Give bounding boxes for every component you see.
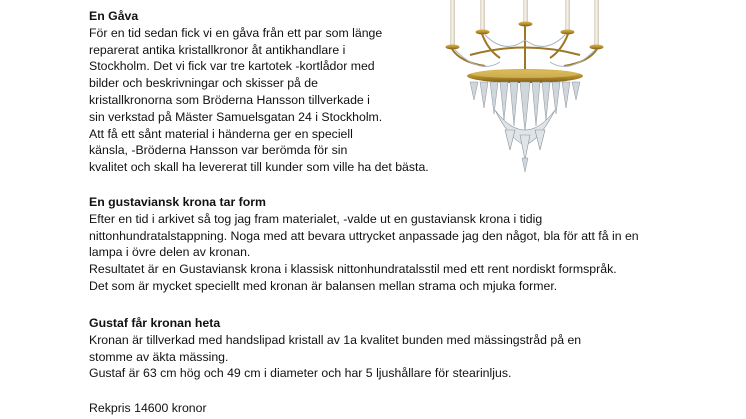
- paragraph-line: För en tid sedan fick vi en gåva från ett par som länge: [89, 25, 383, 40]
- paragraph-line: Gustaf är 63 cm hög och 49 cm i diameter och har 5 ljushållare för stearinljus.: [89, 366, 512, 381]
- paragraph-line: bilder och beskrivningar och skisser på de: [89, 76, 318, 91]
- paragraph-line: nittonhundratalstappning. Noga med att bevara uttrycket anpassade jag den något, bla för att få in en: [89, 228, 639, 243]
- paragraph-line: kristallkronorna som Bröderna Hansson tillverkade i: [89, 92, 370, 107]
- paragraph-line: Resultatet är en Gustaviansk krona i klassisk nittonhundratalsstil med ett rent nordiskt formspråk.: [89, 262, 617, 277]
- section-en-gava: [89, 8, 429, 176]
- section-heading: En gustaviansk krona tar form: [89, 195, 266, 209]
- paragraph-line: Efter en tid i arkivet så tog jag fram materialet, -valde ut en gustaviansk krona i tidig: [89, 211, 543, 226]
- paragraph-line: lampa i övre delen av kronan.: [89, 245, 251, 260]
- brass-arms: [452, 26, 597, 75]
- section-heading: En Gåva: [89, 9, 139, 23]
- paragraph-line: reparerat antika kristallkronor åt antikhandlare i: [89, 42, 346, 57]
- paragraph-line: Att få ett sånt material i händerna ger en speciell: [89, 126, 353, 141]
- crystal-prisms: [470, 82, 580, 132]
- paragraph-line: Stockholm. Det vi fick var tre kartotek -kortlådor med: [89, 59, 375, 74]
- paragraph-line: Det som är mycket speciellt med kronan är balansen mellan strama och mjuka former.: [89, 278, 558, 293]
- paragraph-line: Kronan är tillverkad med handslipad kristall av 1a kvalitet bunden med mässingstråd på en: [89, 332, 582, 347]
- paragraph-line: kvalitet och skall ha levererat till kunder som ville ha det bästa.: [89, 160, 429, 175]
- price-line: Rekpris 14600 kronor: [89, 401, 207, 415]
- paragraph-line: stomme av äkta mässing.: [89, 349, 229, 364]
- section-heading: Gustaf får kronan heta: [89, 316, 221, 330]
- chandelier-photo: [440, 0, 610, 175]
- section-gustaf-kronan: [89, 315, 581, 382]
- paragraph-line: sin verkstad på Mäster Samuelsgatan 24 i Stockholm.: [89, 109, 383, 124]
- crystal-drop: [522, 158, 528, 172]
- paragraph-line: känsla, -Bröderna Hansson var berömda för sin: [89, 143, 348, 158]
- section-gustaviansk-krona: [89, 194, 639, 295]
